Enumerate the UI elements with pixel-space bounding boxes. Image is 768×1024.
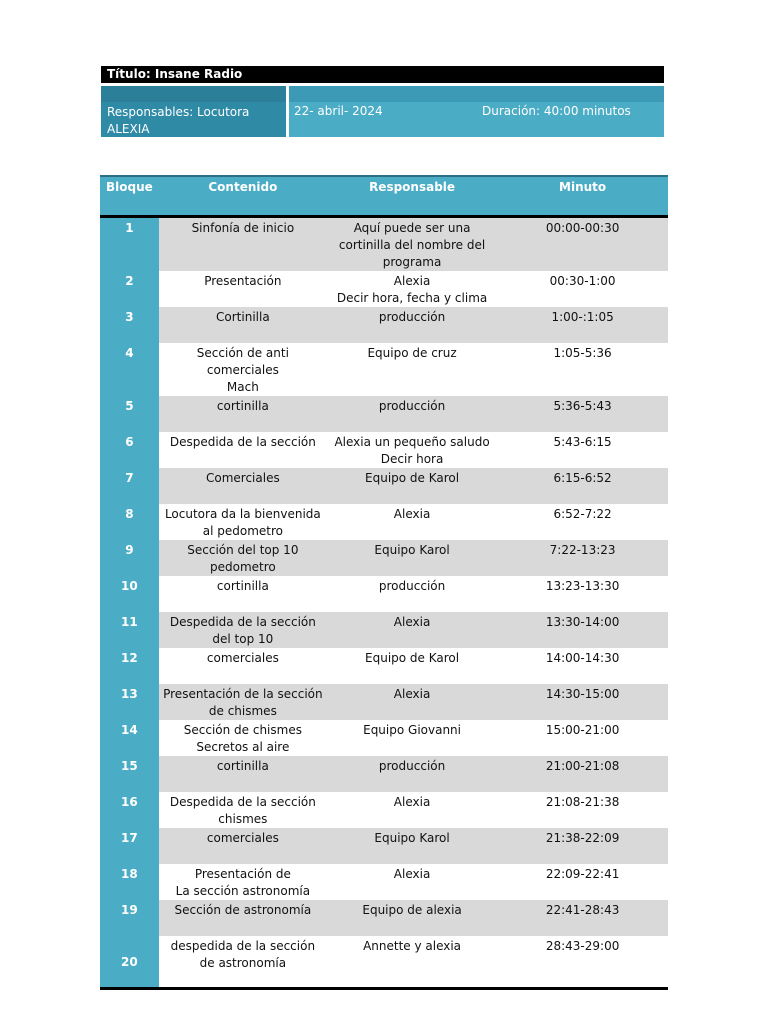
program-duration: Duración: 40:00 minutos <box>482 104 631 118</box>
cell-minuto: 6:15-6:52 <box>497 468 668 504</box>
cell-responsable-line: producción <box>378 758 446 773</box>
cell-responsable <box>327 684 497 720</box>
cell-bloque: 5 <box>100 396 159 432</box>
cell-contenido <box>159 468 327 504</box>
table-row <box>100 576 668 612</box>
cell-responsable-line: Alexia un pequeño saludo <box>334 434 490 449</box>
table-row <box>100 271 668 307</box>
cell-bloque: 11 <box>100 612 159 648</box>
cell-bloque: 4 <box>100 343 159 396</box>
cell-minuto: 13:30-14:00 <box>497 612 668 648</box>
cell-contenido-line: Mach <box>226 379 259 394</box>
cell-bloque: 10 <box>100 576 159 612</box>
cell-contenido-line: Sección de astronomía <box>174 902 312 917</box>
cell-contenido <box>159 612 327 648</box>
cell-contenido <box>159 432 327 468</box>
cell-contenido-line: comerciales <box>206 830 279 845</box>
cell-responsable <box>327 612 497 648</box>
cell-responsable-line: Alexia <box>393 273 431 288</box>
cell-responsable-line: Alexia <box>393 794 431 809</box>
cell-minuto: 1:00-:1:05 <box>497 307 668 343</box>
cell-minuto: 5:36-5:43 <box>497 396 668 432</box>
program-date: 22- abril- 2024 <box>294 104 383 118</box>
responsables-cell <box>101 86 286 137</box>
cell-responsable-line: producción <box>378 398 446 413</box>
cell-bloque: 19 <box>100 900 159 936</box>
table-row <box>100 343 668 396</box>
cell-contenido-line: despedida de la sección <box>170 938 316 953</box>
table-row <box>100 612 668 648</box>
cell-responsable-line: Equipo de alexia <box>362 902 462 917</box>
cell-contenido-line: Despedida de la sección <box>169 794 316 809</box>
table-row <box>100 648 668 684</box>
cell-minuto: 21:08-21:38 <box>497 792 668 828</box>
header-responsable: Responsable <box>327 176 497 216</box>
cell-bloque: 17 <box>100 828 159 864</box>
cell-responsable-line: Decir hora <box>380 451 444 466</box>
cell-minuto: 7:22-13:23 <box>497 540 668 576</box>
cell-minuto: 00:30-1:00 <box>497 271 668 307</box>
cell-bloque: 14 <box>100 720 159 756</box>
responsables-name: ALEXIA <box>107 122 150 136</box>
cell-responsable <box>327 432 497 468</box>
cell-responsable-line: Equipo Giovanni <box>363 722 461 737</box>
cell-responsable <box>327 576 497 612</box>
cell-responsable <box>327 828 497 864</box>
cell-minuto: 6:52-7:22 <box>497 504 668 540</box>
cell-contenido-line: Presentación <box>204 273 282 288</box>
cell-contenido <box>159 828 327 864</box>
cell-responsable <box>327 936 497 989</box>
cell-responsable-line: Annette y alexia <box>363 938 462 953</box>
cell-responsable <box>327 720 497 756</box>
table-row <box>100 720 668 756</box>
cell-minuto: 00:00-00:30 <box>497 216 668 271</box>
cell-responsable-line: Decir hora, fecha y clima <box>336 290 488 305</box>
cell-contenido-line: Sección del top 10 <box>187 542 299 557</box>
responsables-label: Responsables: Locutora <box>107 105 250 119</box>
cell-bloque: 2 <box>100 271 159 307</box>
cell-contenido <box>159 307 327 343</box>
cell-contenido <box>159 648 327 684</box>
cell-contenido-line: comerciales <box>206 650 279 665</box>
cell-responsable <box>327 792 497 828</box>
cell-minuto: 5:43-6:15 <box>497 432 668 468</box>
cell-responsable <box>327 504 497 540</box>
schedule-table <box>100 175 668 990</box>
cell-contenido-line: Secretos al aire <box>196 739 290 754</box>
cell-bloque: 15 <box>100 756 159 792</box>
cell-responsable-line: Equipo de Karol <box>365 650 460 665</box>
cell-contenido <box>159 864 327 900</box>
header-bloque: Bloque <box>100 176 159 216</box>
cell-minuto: 22:41-28:43 <box>497 900 668 936</box>
cell-contenido <box>159 792 327 828</box>
cell-bloque: 20 <box>100 936 159 989</box>
cell-responsable-line: Alexia <box>393 866 431 881</box>
table-row <box>100 684 668 720</box>
cell-responsable <box>327 307 497 343</box>
cell-contenido <box>159 396 327 432</box>
cell-bloque: 1 <box>100 216 159 271</box>
cell-minuto: 15:00-21:00 <box>497 720 668 756</box>
cell-minuto: 21:38-22:09 <box>497 828 668 864</box>
cell-contenido-line: de chismes <box>208 703 277 718</box>
cell-responsable-line: cortinilla del nombre del <box>338 237 486 252</box>
program-title: Título: Insane Radio <box>101 66 664 83</box>
cell-contenido-line: Sinfonía de inicio <box>191 220 295 235</box>
cell-contenido <box>159 504 327 540</box>
cell-responsable <box>327 540 497 576</box>
cell-responsable-line: Alexia <box>393 506 431 521</box>
cell-minuto: 21:00-21:08 <box>497 756 668 792</box>
cell-minuto: 1:05-5:36 <box>497 343 668 396</box>
header-contenido: Contenido <box>159 176 327 216</box>
cell-contenido-line: Presentación de <box>194 866 291 881</box>
cell-responsable-line: producción <box>378 578 446 593</box>
cell-bloque: 3 <box>100 307 159 343</box>
cell-responsable <box>327 396 497 432</box>
cell-contenido <box>159 900 327 936</box>
cell-responsable-line: producción <box>378 309 446 324</box>
cell-contenido-line: cortinilla <box>216 758 269 773</box>
table-row <box>100 504 668 540</box>
date-duration-cell <box>289 86 664 137</box>
cell-responsable <box>327 648 497 684</box>
cell-bloque: 6 <box>100 432 159 468</box>
cell-minuto: 22:09-22:41 <box>497 864 668 900</box>
cell-contenido-line: Locutora da la bienvenida <box>164 506 321 521</box>
schedule-header-row <box>100 176 668 216</box>
cell-contenido-line: Despedida de la sección <box>169 434 316 449</box>
table-row <box>100 900 668 936</box>
cell-minuto: 13:23-13:30 <box>497 576 668 612</box>
table-row <box>100 540 668 576</box>
table-row <box>100 828 668 864</box>
cell-contenido <box>159 271 327 307</box>
table-row <box>100 756 668 792</box>
cell-minuto: 28:43-29:00 <box>497 936 668 989</box>
table-row <box>100 432 668 468</box>
cell-responsable-line: programa <box>382 254 442 269</box>
cell-bloque: 12 <box>100 648 159 684</box>
cell-contenido-line: cortinilla <box>216 398 269 413</box>
cell-responsable-line: Aquí puede ser una <box>353 220 471 235</box>
cell-contenido-line: Cortinilla <box>216 309 270 324</box>
cell-responsable <box>327 271 497 307</box>
cell-responsable <box>327 343 497 396</box>
cell-bloque: 7 <box>100 468 159 504</box>
table-row <box>100 307 668 343</box>
cell-contenido <box>159 343 327 396</box>
cell-contenido-line: Despedida de la sección <box>169 614 316 629</box>
table-row <box>100 864 668 900</box>
cell-bloque: 16 <box>100 792 159 828</box>
cell-contenido-line: Sección de chismes <box>183 722 302 737</box>
cell-contenido <box>159 720 327 756</box>
cell-contenido-line: Sección de anti <box>196 345 289 360</box>
table-row <box>100 396 668 432</box>
cell-responsable <box>327 216 497 271</box>
cell-bloque: 18 <box>100 864 159 900</box>
cell-responsable <box>327 864 497 900</box>
table-row <box>100 792 668 828</box>
cell-responsable-line: Alexia <box>393 614 431 629</box>
cell-contenido-line: Comerciales <box>206 470 280 485</box>
cell-responsable-line: Equipo de Karol <box>365 470 460 485</box>
cell-contenido <box>159 936 327 989</box>
cell-contenido <box>159 540 327 576</box>
header-minuto: Minuto <box>497 176 668 216</box>
cell-contenido <box>159 216 327 271</box>
cell-minuto: 14:00-14:30 <box>497 648 668 684</box>
cell-responsable <box>327 756 497 792</box>
cell-contenido <box>159 684 327 720</box>
cell-responsable-line: Alexia <box>393 686 431 701</box>
table-row <box>100 216 668 271</box>
cell-responsable-line: Equipo Karol <box>374 542 450 557</box>
cell-contenido-line: pedometro <box>209 559 276 574</box>
cell-contenido-line: del top 10 <box>212 631 274 646</box>
cell-bloque: 8 <box>100 504 159 540</box>
cell-responsable-line: Equipo Karol <box>374 830 450 845</box>
cell-contenido-line: chismes <box>218 811 268 826</box>
cell-contenido-line: Presentación de la sección <box>163 686 323 701</box>
cell-contenido-line: cortinilla <box>216 578 269 593</box>
table-row <box>100 936 668 989</box>
cell-bloque: 9 <box>100 540 159 576</box>
table-row <box>100 468 668 504</box>
cell-contenido-line: La sección astronomía <box>175 883 311 898</box>
cell-responsable <box>327 900 497 936</box>
cell-bloque: 13 <box>100 684 159 720</box>
cell-responsable <box>327 468 497 504</box>
cell-contenido <box>159 756 327 792</box>
cell-contenido <box>159 576 327 612</box>
cell-contenido-line: de astronomía <box>199 955 287 970</box>
cell-minuto: 14:30-15:00 <box>497 684 668 720</box>
cell-contenido-line: al pedometro <box>202 523 283 538</box>
cell-contenido-line: comerciales <box>206 362 279 377</box>
cell-responsable-line: Equipo de cruz <box>367 345 457 360</box>
